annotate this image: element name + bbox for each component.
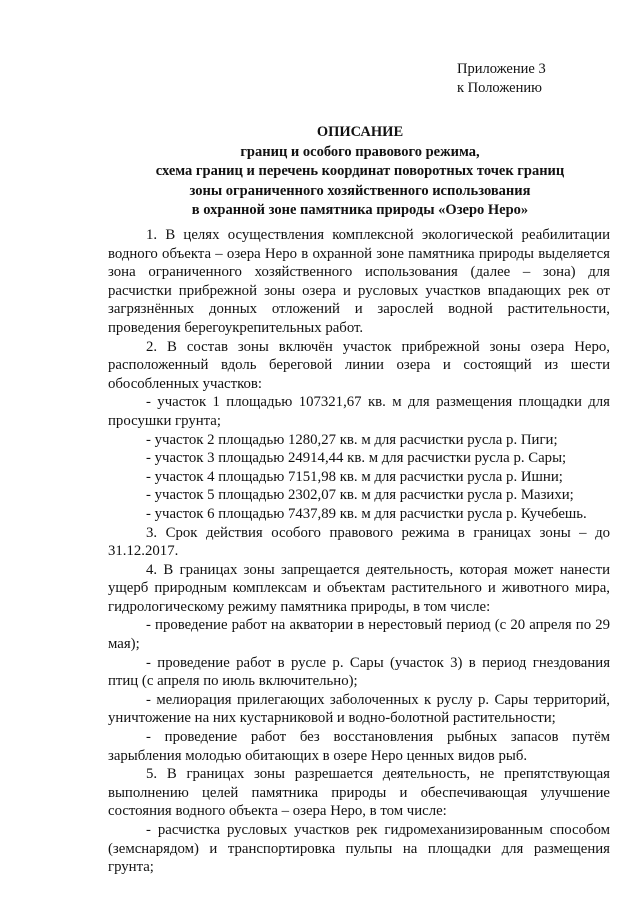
title-line-3: зоны ограниченного хозяйственного использования: [189, 182, 531, 199]
paragraph-4-prohibitions: 4. В границах зоны запрещается деятельность, которая может нанести ущерб природным комплексам и объектам растительного и животного мира, гидрологическому режиму памятника природы, в том числе:: [108, 561, 610, 615]
title-heading: ОПИСАНИЕ: [316, 124, 404, 140]
title-line-2: схема границ и перечень координат поворотных точек границ: [155, 163, 565, 180]
paragraph-5-permitted: 5. В границах зоны разрешается деятельность, не препятствующая выполнению целей памятника природы и обеспечивающая улучшение состояния водного объекта – озера Неро, в том числе:: [108, 766, 610, 820]
plot-2-item: - участок 2 площадью 1280,27 кв. м для расчистки русла р. Пиги;: [146, 431, 558, 448]
appendix-regulation: к Положению: [457, 80, 542, 96]
title-line-1: границ и особого правового режима,: [240, 143, 480, 160]
plot-5-item: - участок 5 площадью 2302,07 кв. м для расчистки русла р. Мазихи;: [146, 487, 574, 504]
permitted-dredging-item: - расчистка русловых участков рек гидромеханизированным способом (земснарядом) и транспортировка пульпы на площадки для размещения грунта;: [108, 822, 610, 876]
prohibition-nesting-item: - проведение работ в русле р. Сары (участок 3) в период гнездования птиц (с апреля по июль включительно);: [108, 654, 610, 690]
paragraph-3-term: 3. Срок действия особого правового режима в границах зоны – до 31.12.2017.: [108, 524, 610, 560]
plot-3-item: - участок 3 площадью 24914,44 кв. м для расчистки русла р. Сары;: [146, 450, 567, 467]
paragraph-1-purpose: 1. В целях осуществления комплексной экологической реабилитации водного объекта – озера Неро в охранной зоне памятника природы выделяется зона ограниченного хозяйственного использования (далее – зона) для расчистки прибрежной зоны озера и русловых участков впадающих рек от загрязнённых донных отложений и зарослей водной растительности, проведения берегоукрепительных работ.: [108, 227, 610, 336]
plot-4-item: - участок 4 площадью 7151,98 кв. м для расчистки русла р. Ишни;: [146, 468, 563, 485]
document-title: [100, 123, 620, 221]
appendix-reference: [457, 60, 546, 98]
paragraph-2-composition: 2. В состав зоны включён участок прибрежной зоны озера Неро, расположенный вдоль береговой линии озера и состоящий из шести обособленных участков:: [108, 338, 610, 392]
prohibition-restocking-item: - проведение работ без восстановления рыбных запасов путём зарыбления молодью обитающих в озере Неро ценных видов рыб.: [108, 729, 610, 764]
title-line-4: в охранной зоне памятника природы «Озеро Неро»: [191, 202, 529, 219]
prohibition-melioration-item: - мелиорация прилегающих заболоченных к руслу р. Сары территорий, уничтожение на них кустарниковой и водно-болотной растительности;: [108, 691, 610, 727]
plot-6-item: - участок 6 площадью 7437,89 кв. м для расчистки русла р. Кучебешь.: [146, 505, 587, 522]
plot-1-item: - участок 1 площадью 107321,67 кв. м для размещения площадки для просушки грунта;: [108, 394, 610, 429]
document-body: [108, 226, 610, 877]
appendix-number: Приложение 3: [457, 61, 546, 77]
prohibition-spawning-item: - проведение работ на акватории в нерестовый период (с 20 апреля по 29 мая);: [108, 617, 610, 653]
